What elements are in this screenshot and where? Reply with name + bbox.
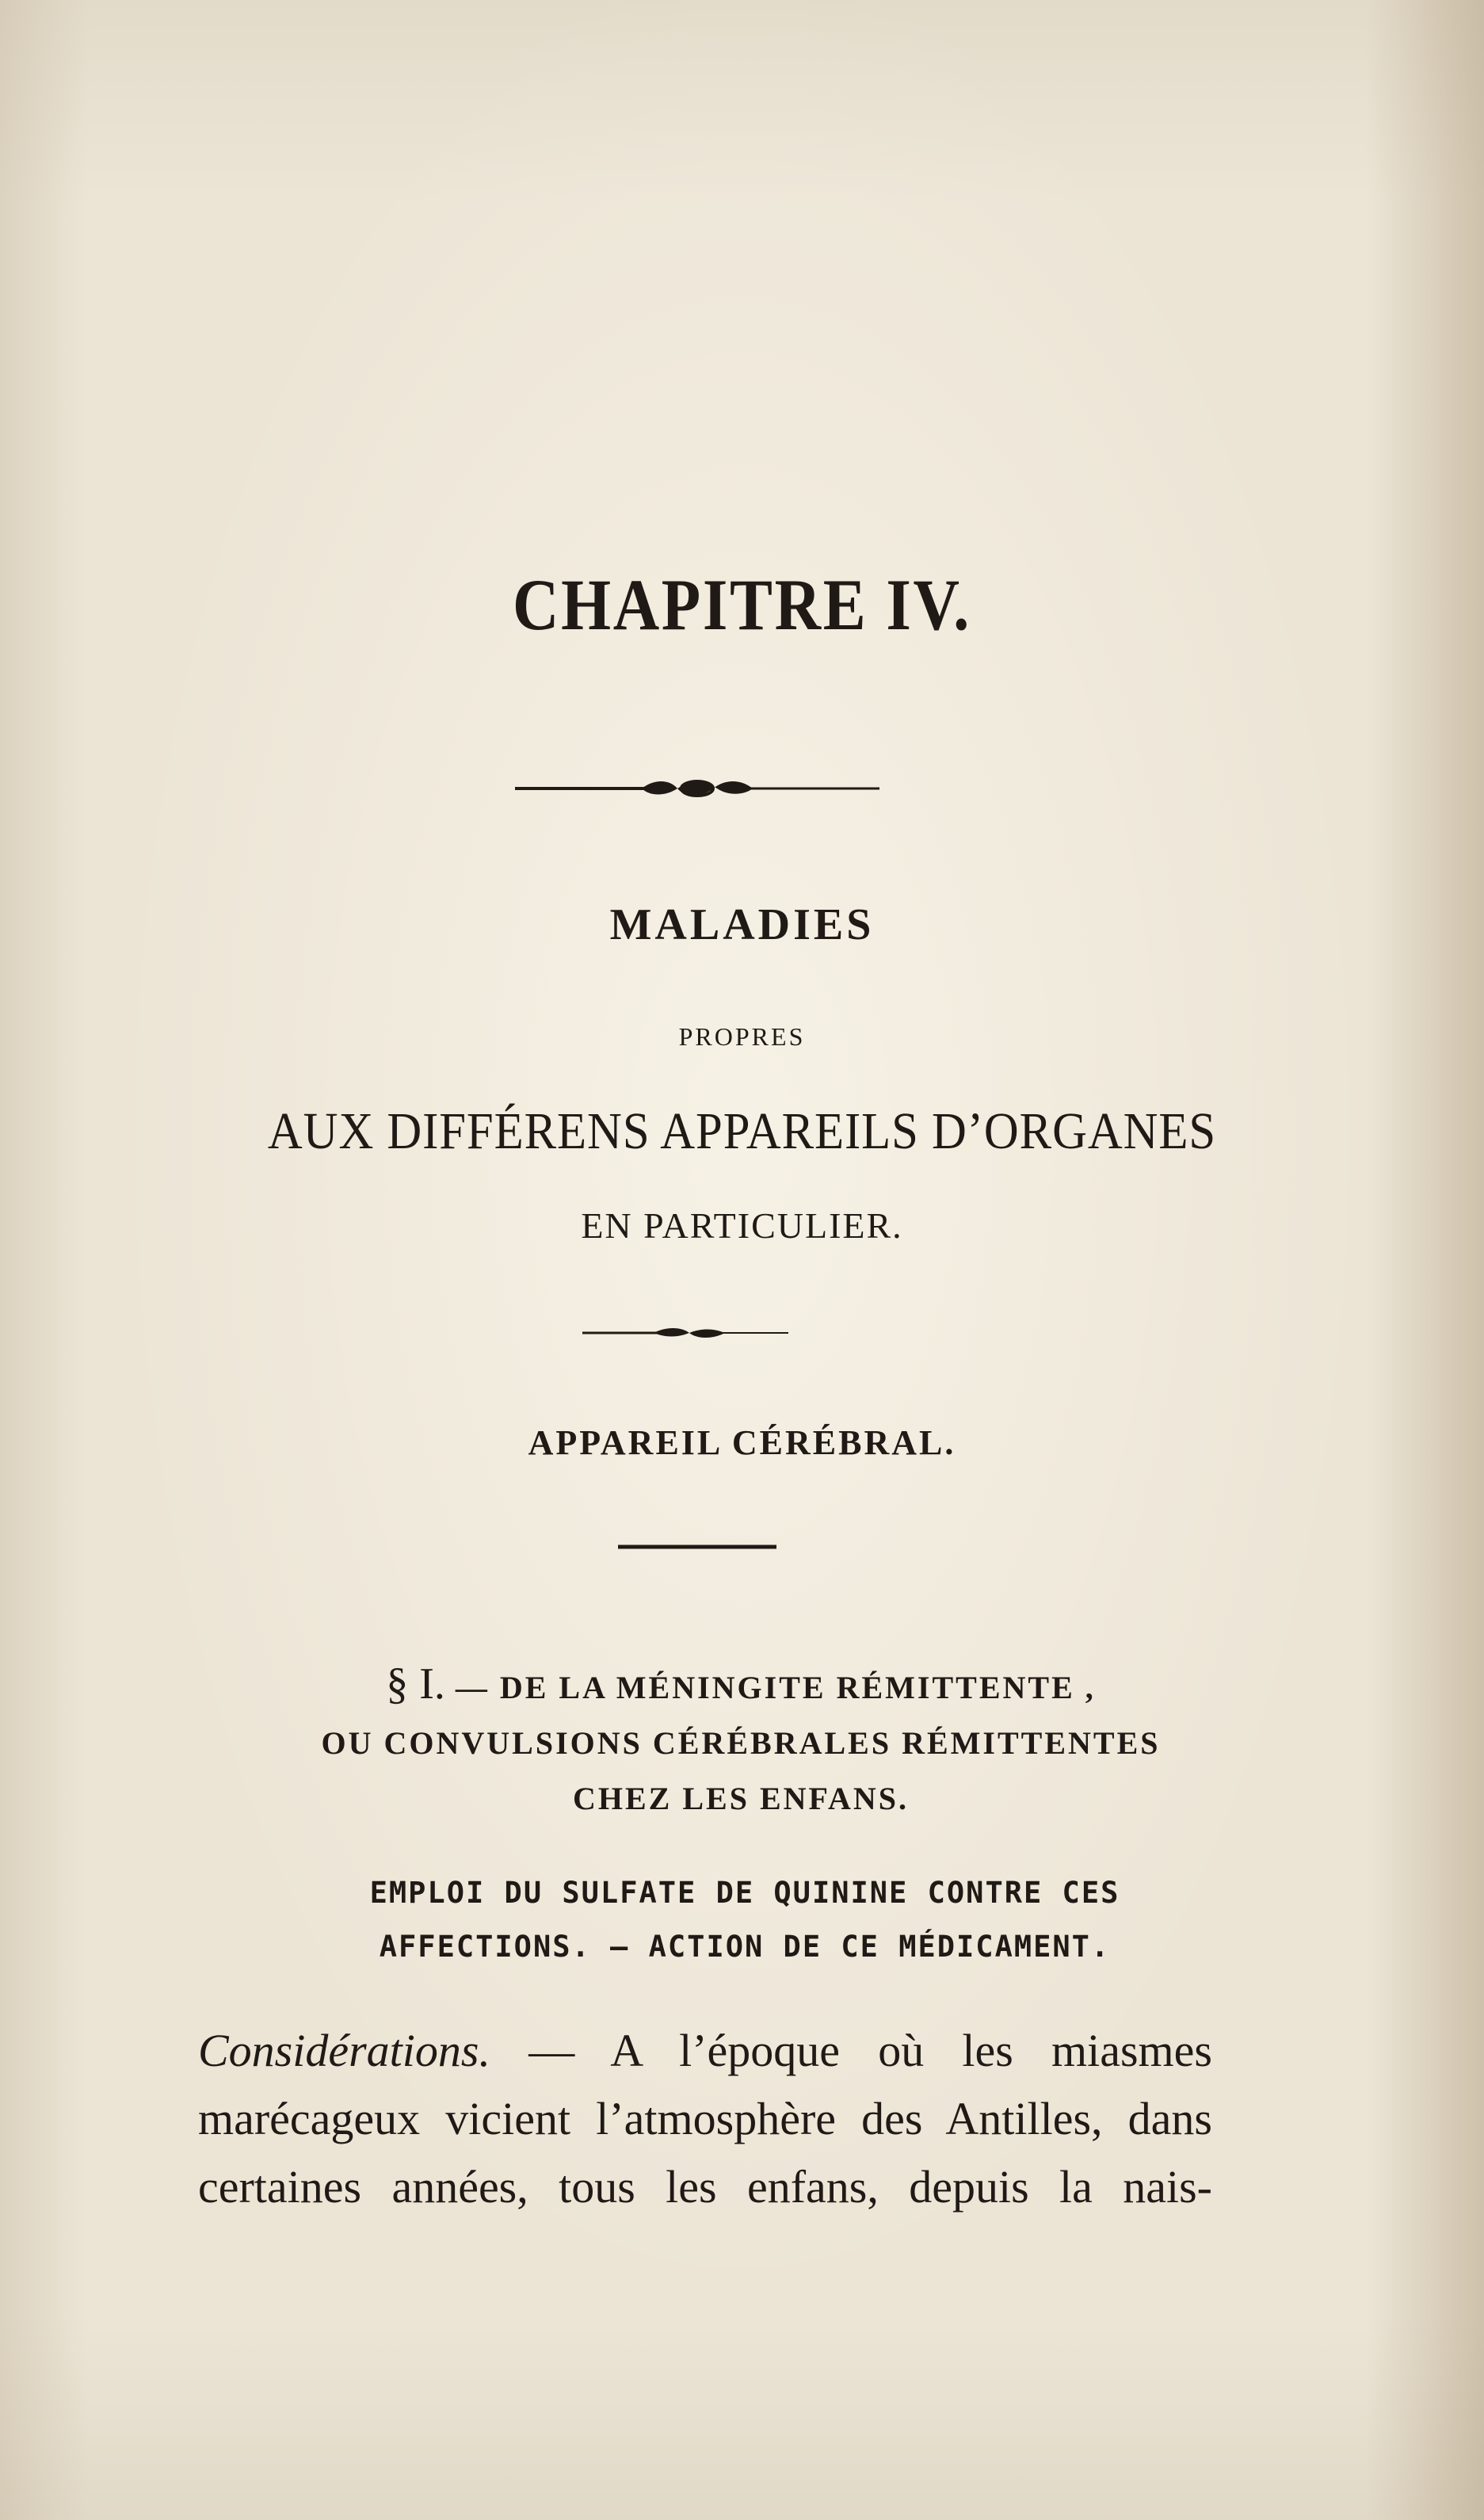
- body-line-2: marécageux vicient l’atmosphère des Antilles, dans: [198, 2093, 1212, 2144]
- section-heading-line-3: CHEZ LES ENFANS.: [572, 1781, 909, 1816]
- heading-propres: PROPRES: [678, 1022, 806, 1051]
- subheading-line-1: EMPLOI DU SULFATE DE QUININE CONTRE CES: [369, 1876, 1120, 1910]
- section-marker: § I.: [386, 1659, 445, 1709]
- heading-en-particulier: EN PARTICULIER.: [581, 1205, 903, 1246]
- section-heading-line-1: [178, 1656, 1303, 1716]
- subheading-emploi: [182, 1866, 1307, 1974]
- body-paragraph: [198, 2017, 1212, 2221]
- body-lead-italic: Considérations.: [198, 2025, 490, 2076]
- section-heading-line-2: OU CONVULSIONS CÉRÉBRALES RÉMITTENTES: [321, 1725, 1161, 1761]
- heading-appareil-cerebral: APPAREIL CÉRÉBRAL.: [528, 1423, 956, 1462]
- heading-maladies: MALADIES: [609, 900, 875, 949]
- heading-aux-differens: AUX DIFFÉRENS APPAREILS D’ORGANES: [267, 1102, 1217, 1160]
- section-heading: [178, 1656, 1303, 1827]
- body-line-3: certaines années, tous les enfans, depuis la nais-: [198, 2161, 1212, 2213]
- section-title-part-1: — DE LA MÉNINGITE RÉMITTENTE ,: [455, 1670, 1096, 1705]
- short-rule: [618, 1541, 776, 1552]
- small-ornament-center: [654, 1328, 725, 1338]
- ornament-divider: [515, 773, 879, 804]
- body-line-1-rest: — A l’époque où les miasmes: [490, 2025, 1212, 2076]
- chapter-title: CHAPITRE IV.: [512, 564, 972, 645]
- body-line-1: [198, 2017, 1212, 2085]
- subheading-line-2: AFFECTIONS. — ACTION DE CE MÉDICAMENT.: [379, 1930, 1111, 1964]
- ornament-center-scroll: [642, 781, 753, 796]
- small-ornament-divider: [582, 1323, 788, 1342]
